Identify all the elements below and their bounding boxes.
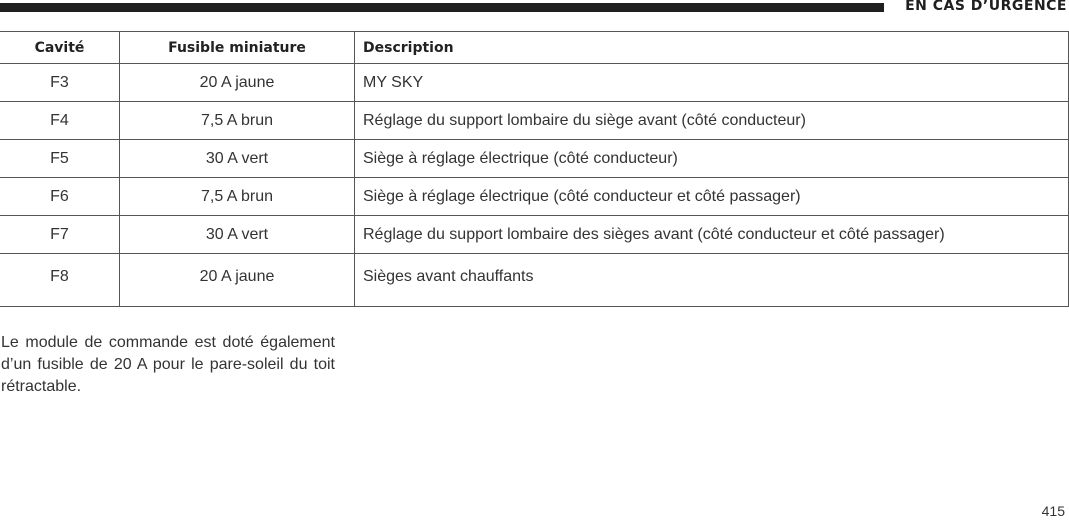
- fuse-cell: 30 A vert: [120, 216, 355, 254]
- table-row: [0, 140, 1069, 178]
- table-row: [0, 254, 1069, 307]
- section-title: EN CAS D’URGENCE: [905, 0, 1067, 14]
- cavity-cell: F6: [0, 178, 120, 216]
- description-cell: MY SKY: [355, 64, 1069, 102]
- description-cell: Siège à réglage électrique (côté conducteur et côté passager): [355, 178, 1069, 216]
- body-paragraph: Le module de commande est doté également d’un fusible de 20 A pour le pare-soleil du toit rétractable.: [1, 334, 335, 395]
- fuse-cell: 30 A vert: [120, 140, 355, 178]
- description-cell: Réglage du support lombaire des sièges avant (côté conducteur et côté passager): [355, 216, 1069, 254]
- column-header-description: Description: [355, 32, 1069, 64]
- cavity-cell: F7: [0, 216, 120, 254]
- fuse-cell: 7,5 A brun: [120, 102, 355, 140]
- page-number: 415: [1041, 503, 1065, 519]
- fuse-table: [0, 31, 1069, 307]
- fuse-cell: 7,5 A brun: [120, 178, 355, 216]
- table-row: [0, 178, 1069, 216]
- column-header-cavity: Cavité: [0, 32, 120, 64]
- description-cell: Siège à réglage électrique (côté conducteur): [355, 140, 1069, 178]
- table-row: [0, 216, 1069, 254]
- cavity-cell: F8: [0, 254, 120, 307]
- column-header-fuse: Fusible miniature: [120, 32, 355, 64]
- cavity-cell: F4: [0, 102, 120, 140]
- description-cell: Réglage du support lombaire du siège avant (côté conducteur): [355, 102, 1069, 140]
- table-row: [0, 64, 1069, 102]
- description-cell: Sièges avant chauffants: [355, 254, 1069, 307]
- header-bar: [0, 3, 884, 12]
- table-header-row: [0, 32, 1069, 64]
- cavity-cell: F5: [0, 140, 120, 178]
- fuse-cell: 20 A jaune: [120, 64, 355, 102]
- table-row: [0, 102, 1069, 140]
- fuse-cell: 20 A jaune: [120, 254, 355, 307]
- cavity-cell: F3: [0, 64, 120, 102]
